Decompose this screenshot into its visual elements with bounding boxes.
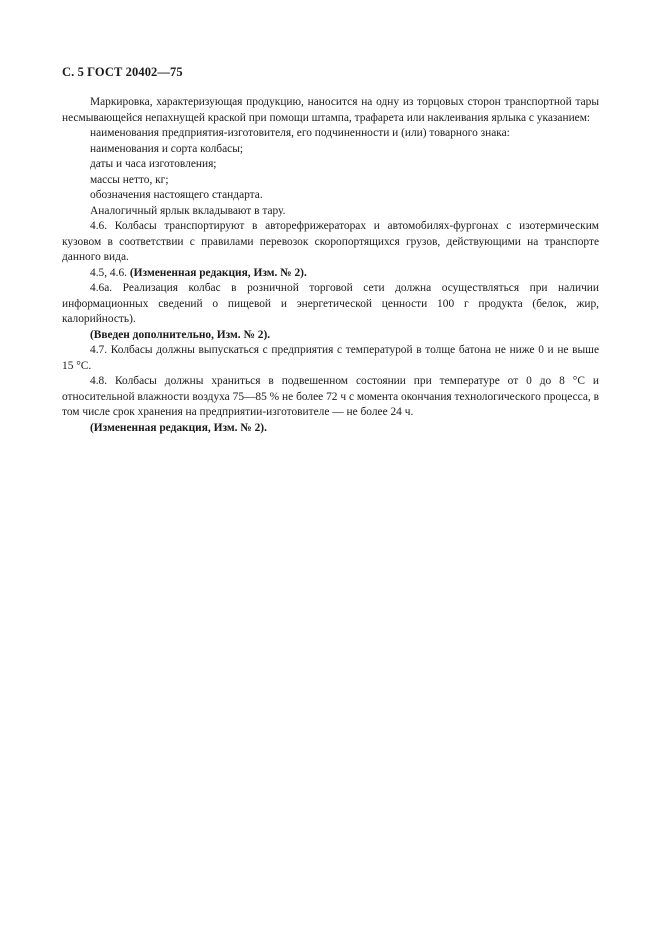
list-item-sausage-name: наименования и сорта колбасы; bbox=[90, 142, 244, 155]
amendment-note-4-5-4-6 bbox=[62, 266, 599, 282]
amendment-note-prefix: 4.5, 4.6. bbox=[90, 266, 130, 279]
paragraph-marking: Маркировка, характеризующая продукцию, наносится на одну из торцовых сторон транспортной тары несмывающейся непахнущей краской при помощи штампа, трафарета или наклеивания ярлыка с указанием: bbox=[62, 96, 599, 124]
paragraph-4-6: 4.6. Колбасы транспортируют в авторефрижераторах и автомобилях-фургонах с изотермическим кузовом в соответствии с правилами перевозок скоропортящихся грузов, действующими на транспорте данного вида. bbox=[62, 220, 599, 263]
list-item-mass: массы нетто, кг; bbox=[90, 173, 169, 186]
paragraph-4-6a: 4.6а. Реализация колбас в розничной торговой сети должна осуществляться при наличии информационных сведений о пищевой и энергетической ценности 100 г продукта (белок, жир, калорийность). bbox=[62, 282, 599, 325]
list-item-standard: обозначения настоящего стандарта. bbox=[90, 189, 263, 201]
list-item-date: даты и часа изготовления; bbox=[90, 158, 217, 170]
amendment-note-4-6a: (Введен дополнительно, Изм. № 2). bbox=[90, 328, 271, 341]
paragraph-4-7: 4.7. Колбасы должны выпускаться с предприятия с температурой в толще батона не ниже 0 и не выше 15 °С. bbox=[62, 344, 599, 372]
amendment-note-4-8: (Измененная редакция, Изм. № 2). bbox=[90, 421, 267, 434]
amendment-note-text: (Измененная редакция, Изм. № 2). bbox=[129, 266, 307, 279]
page-header: С. 5 ГОСТ 20402—75 bbox=[62, 65, 183, 79]
paragraph-label: Аналогичный ярлык вкладывают в тару. bbox=[90, 204, 286, 217]
list-item-manufacturer: наименования предприятия-изготовителя, его подчиненности и (или) товарного знака: bbox=[90, 127, 510, 139]
paragraph-4-8: 4.8. Колбасы должны храниться в подвешенном состоянии при температуре от 0 до 8 °С и относительной влажности воздуха 75—85 % не более 72 ч с момента окончания технологического процесса, в том числе срок хранения на предприятии-изготовителе — не более 24 ч. bbox=[62, 375, 599, 418]
document-body bbox=[62, 95, 599, 436]
